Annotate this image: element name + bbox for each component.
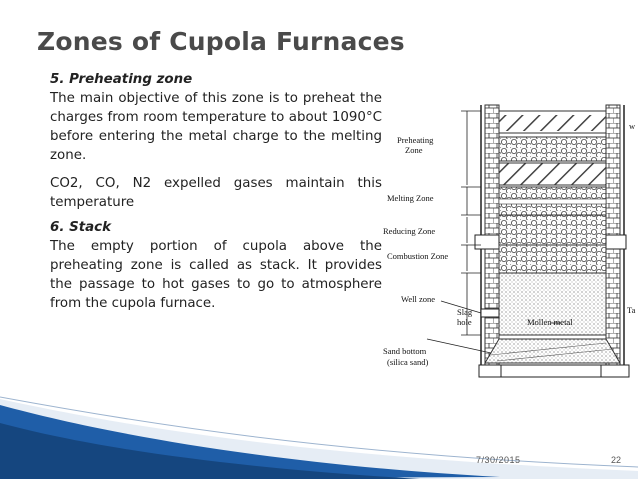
label-melting-zone: Melting Zone <box>387 193 434 203</box>
label-slag-1: Slag <box>457 307 473 317</box>
label-combustion-zone: Combustion Zone <box>387 251 449 261</box>
label-molten-metal: Mollen metal <box>527 317 573 327</box>
decorative-swoosh <box>0 395 638 479</box>
slide-title: Zones of Cupola Furnaces <box>37 27 405 56</box>
label-reducing-zone: Reducing Zone <box>383 226 436 236</box>
label-cut-w: w <box>629 121 636 131</box>
label-sand-bottom-1: Sand bottom <box>383 346 427 356</box>
label-cut-ta: Ta <box>627 305 636 315</box>
label-well-zone: Well zone <box>401 294 436 304</box>
label-preheating-2: Zone <box>405 145 423 155</box>
label-preheating-1: Preheating <box>397 135 434 145</box>
preheating-paragraph: The main objective of this zone is to preheat the charges from room temperature to about 1090°C before entering the metal charge to the melting zone. <box>50 91 382 163</box>
slide-body <box>50 70 382 313</box>
label-slag-2: hole <box>457 317 472 327</box>
stack-paragraph: The empty portion of cupola above the preheating zone is called as stack. It provides the passage to hot gases to go to atmosphere from the cupola furnace. <box>50 239 382 311</box>
section-heading-preheating: 5. Preheating zone <box>50 72 193 87</box>
cupola-furnace-diagram <box>381 103 638 383</box>
gases-paragraph: CO2, CO, N2 expelled gases maintain this temperature <box>50 176 382 210</box>
footer-date: 7/30/2015 <box>476 455 521 465</box>
label-sand-bottom-2: (silica sand) <box>387 357 429 367</box>
page-number: 22 <box>611 455 622 465</box>
section-heading-stack: 6. Stack <box>50 220 111 235</box>
